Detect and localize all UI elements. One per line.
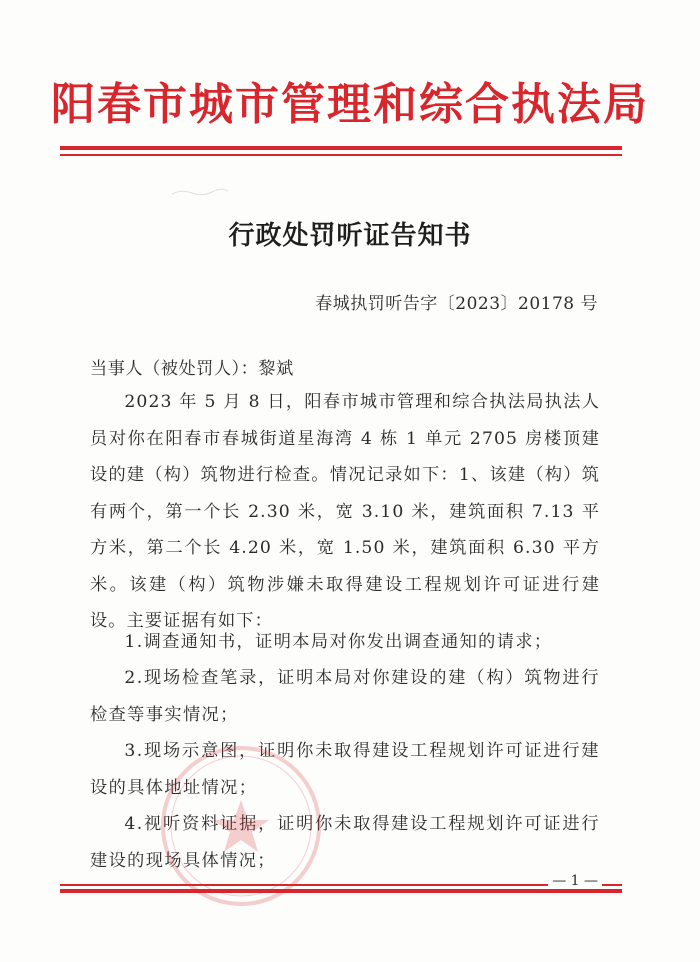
evidence-item-3: 3.现场示意图，证明你未取得建设工程规划许可证进行建设的具体地址情况； bbox=[90, 741, 600, 798]
body-paragraph bbox=[90, 384, 600, 640]
party-line: 当事人（被处罚人）：黎斌 bbox=[90, 359, 294, 379]
evidence-item-1: 1.调查通知书，证明本局对你发出调查通知的请求； bbox=[124, 632, 553, 652]
inspection-paragraph: 2023 年 5 月 8 日，阳春市城市管理和综合执法局执法人员对你在阳春市春城街道星海湾 4 栋 1 单元 2705 房楼顶建设的建（构）筑物进行检查。情况记录如下：1、该建（构）筑有两个，第一个长 2.30 米，宽 3.10 米，建筑面积 7.13 平方米，第二个长 4.20 米，宽 1.50 米，建筑面积 6.30 平方米。该建（构）筑物涉嫌未取得建设工程规划许可证进行建设。主要证据有如下： bbox=[90, 392, 600, 631]
document-title: 行政处罚听证告知书 bbox=[228, 221, 472, 251]
header-rule-thin bbox=[60, 154, 622, 156]
footer-rule-thin bbox=[60, 884, 622, 886]
scan-smudge bbox=[170, 186, 230, 198]
evidence-item-2: 2.现场检查笔录，证明本局对你建设的建（构）筑物进行检查等事实情况； bbox=[90, 668, 600, 725]
footer-rule-thick bbox=[60, 889, 622, 893]
document-number: 春城执罚听告字〔2023〕20178 号 bbox=[315, 294, 598, 314]
page-number: — 1 — bbox=[548, 873, 602, 889]
evidence-item-4: 4.视听资料证据，证明你未取得建设工程规划许可证进行建设的现场具体情况； bbox=[90, 814, 600, 871]
header-rule-thick bbox=[60, 146, 622, 150]
organization-header: 阳春市城市管理和综合执法局 bbox=[51, 79, 649, 130]
